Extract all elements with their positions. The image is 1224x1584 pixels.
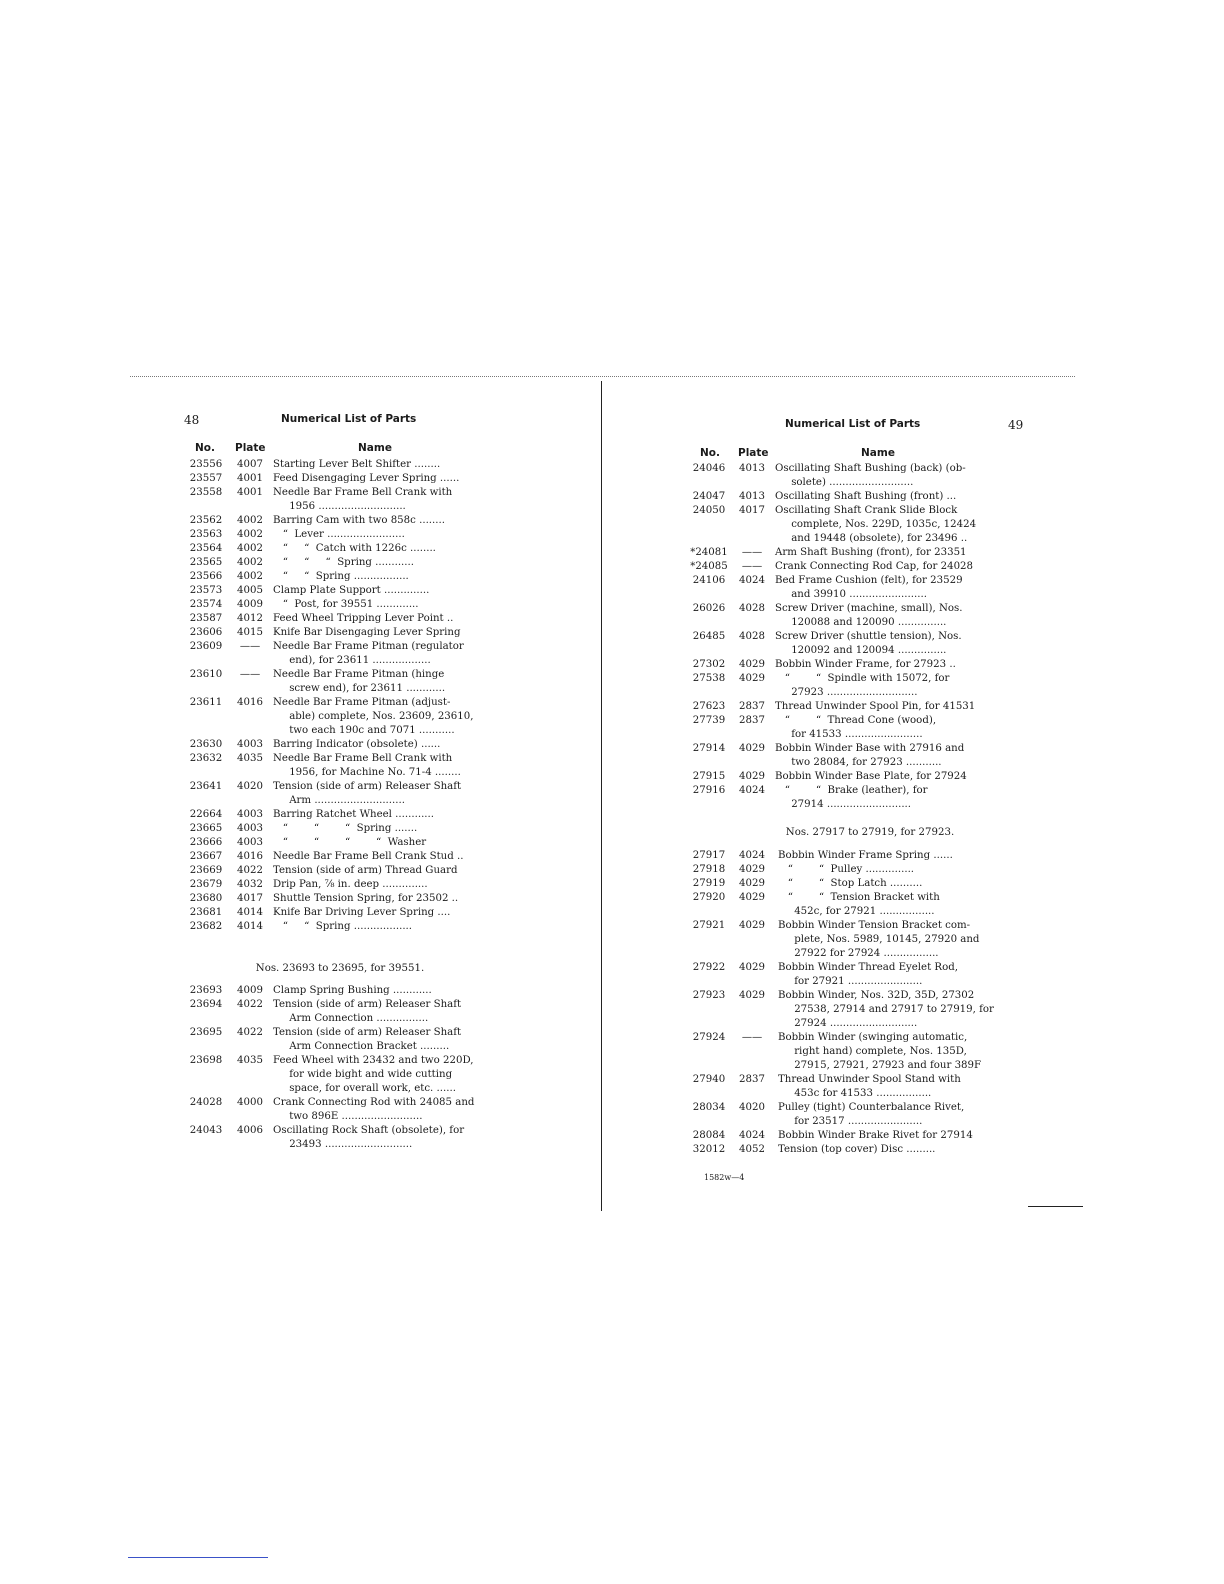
part-name: and 19448 (obsolete), for 23496 ..: [775, 533, 968, 544]
plate-number: 4029: [739, 990, 765, 1001]
part-number: 27917: [692, 850, 726, 861]
part-name: solete) ..........................: [775, 477, 914, 488]
part-name: 27922 for 27924 .................: [778, 948, 939, 959]
plate-number: 4009: [237, 599, 263, 610]
part-number: 27922: [692, 962, 726, 973]
part-number: 23694: [189, 999, 223, 1010]
part-name: Tension (side of arm) Releaser Shaft: [273, 999, 462, 1010]
part-name: “ “ Spindle with 15072, for: [775, 673, 950, 684]
part-number: 23682: [189, 921, 223, 932]
part-number: 23558: [189, 487, 223, 498]
part-name: Screw Driver (shuttle tension), Nos.: [775, 631, 962, 642]
part-name: Feed Wheel Tripping Lever Point ..: [273, 613, 454, 624]
plate-number: 4000: [237, 1097, 263, 1108]
part-name: Bobbin Winder Base with 27916 and: [775, 743, 965, 754]
part-name: “ Post, for 39551 .............: [273, 599, 419, 610]
plate-number: 4013: [739, 491, 765, 502]
part-name: Arm ............................: [273, 795, 405, 806]
plate-number: 4003: [237, 837, 263, 848]
part-name: 27538, 27914 and 27917 to 27919, for: [778, 1004, 994, 1015]
part-name: two 896E .........................: [273, 1111, 423, 1122]
part-name: “ Lever ........................: [273, 529, 405, 540]
part-name: “ “ Stop Latch ..........: [778, 878, 923, 889]
part-number: 23610: [189, 669, 223, 680]
plate-number: 4003: [237, 809, 263, 820]
part-name: Tension (side of arm) Thread Guard: [273, 865, 458, 876]
part-number: 32012: [692, 1144, 726, 1155]
part-number: 23679: [189, 879, 223, 890]
plate-number: ——: [741, 1032, 763, 1043]
part-number: 28084: [692, 1130, 726, 1141]
plate-number: 4029: [739, 892, 765, 903]
part-number: 26485: [692, 631, 726, 642]
part-name: Thread Unwinder Spool Stand with: [778, 1074, 961, 1085]
part-number: 23632: [189, 753, 223, 764]
part-number: 23611: [189, 697, 223, 708]
part-name: and 39910 ........................: [775, 589, 927, 600]
plate-number: 4035: [237, 1055, 263, 1066]
plate-number: 4032: [237, 879, 263, 890]
plate-number: 4006: [237, 1125, 263, 1136]
part-name: 1956 ...........................: [273, 501, 406, 512]
plate-number: 4003: [237, 739, 263, 750]
part-number: 27919: [692, 878, 726, 889]
part-number: 23557: [189, 473, 223, 484]
part-name: able) complete, Nos. 23609, 23610,: [273, 711, 474, 722]
part-number: 27739: [692, 715, 726, 726]
part-name: Clamp Spring Bushing ............: [273, 985, 432, 996]
part-number: 23666: [189, 837, 223, 848]
part-number: 23565: [189, 557, 223, 568]
part-number: 27924: [692, 1032, 726, 1043]
part-name: Screw Driver (machine, small), Nos.: [775, 603, 963, 614]
plate-number: 4029: [739, 864, 765, 875]
part-name: Pulley (tight) Counterbalance Rivet,: [778, 1102, 965, 1113]
plate-number: 4029: [739, 771, 765, 782]
part-number: 27923: [692, 990, 726, 1001]
plate-number: 4012: [237, 613, 263, 624]
part-number: 27915: [692, 771, 726, 782]
part-number: 23669: [189, 865, 223, 876]
plate-number: 4002: [237, 515, 263, 526]
part-name: “ “ “ Spring .......: [273, 823, 418, 834]
plate-number: 4035: [237, 753, 263, 764]
plate-number: 4013: [739, 463, 765, 474]
plate-number: 4005: [237, 585, 263, 596]
part-name: Bobbin Winder, Nos. 32D, 35D, 27302: [778, 990, 975, 1001]
part-name: Bobbin Winder (swinging automatic,: [778, 1032, 968, 1043]
part-name: Needle Bar Frame Bell Crank with: [273, 487, 453, 498]
part-name: Knife Bar Disengaging Lever Spring: [273, 627, 461, 638]
part-number: 24046: [692, 463, 726, 474]
part-name: for wide bight and wide cutting: [273, 1069, 453, 1080]
part-number: 24043: [189, 1125, 223, 1136]
part-name: Bobbin Winder Brake Rivet for 27914: [778, 1130, 973, 1141]
part-number: 23556: [189, 459, 223, 470]
plate-number: 4029: [739, 920, 765, 931]
plate-number: 4002: [237, 571, 263, 582]
part-name: 27923 ............................: [775, 687, 918, 698]
page-title: Numerical List of Parts: [281, 413, 417, 425]
plate-number: 4016: [237, 697, 263, 708]
part-name: Oscillating Shaft Bushing (back) (ob-: [775, 463, 966, 474]
part-name: “ “ Thread Cone (wood),: [775, 715, 937, 726]
part-name: Barring Indicator (obsolete) ......: [273, 739, 441, 750]
plate-number: 4028: [739, 631, 765, 642]
plate-number: 4001: [237, 473, 263, 484]
part-number: 27538: [692, 673, 726, 684]
header-plate: Plate: [738, 447, 769, 459]
page-title: Numerical List of Parts: [785, 418, 921, 430]
plate-number: 4022: [237, 865, 263, 876]
part-number: 23574: [189, 599, 223, 610]
part-number: 23609: [189, 641, 223, 652]
part-name: Arm Connection Bracket .........: [273, 1041, 450, 1052]
part-name: two each 190c and 7071 ...........: [273, 725, 455, 736]
part-number: 22664: [189, 809, 223, 820]
part-name: Knife Bar Driving Lever Spring ....: [273, 907, 451, 918]
part-number: 24050: [692, 505, 726, 516]
plate-number: 4009: [237, 985, 263, 996]
part-name: Bobbin Winder Thread Eyelet Rod,: [778, 962, 958, 973]
part-name: Oscillating Shaft Crank Slide Block: [775, 505, 958, 516]
plate-number: 4029: [739, 962, 765, 973]
part-name: Bobbin Winder Frame, for 27923 ..: [775, 659, 956, 670]
part-name: “ “ Tension Bracket with: [778, 892, 940, 903]
plate-number: 4020: [739, 1102, 765, 1113]
part-name: 27915, 27921, 27923 and four 389F: [778, 1060, 982, 1071]
part-number: 28034: [692, 1102, 726, 1113]
part-number: 23563: [189, 529, 223, 540]
plate-number: 4024: [739, 850, 765, 861]
part-name: plete, Nos. 5989, 10145, 27920 and: [778, 934, 980, 945]
part-number: 24106: [692, 575, 726, 586]
part-number: 23680: [189, 893, 223, 904]
part-name: end), for 23611 ..................: [273, 655, 431, 666]
part-name: Starting Lever Belt Shifter ........: [273, 459, 441, 470]
part-name: “ “ Brake (leather), for: [775, 785, 928, 796]
part-number: 23665: [189, 823, 223, 834]
part-name: 23493 ...........................: [273, 1139, 413, 1150]
part-name: Drip Pan, ⅞ in. deep ..............: [273, 879, 428, 890]
part-name: 27924 ...........................: [778, 1018, 918, 1029]
part-name: Tension (side of arm) Releaser Shaft: [273, 1027, 462, 1038]
part-name: Bobbin Winder Base Plate, for 27924: [775, 771, 967, 782]
part-name: “ “ Catch with 1226c ........: [273, 543, 436, 554]
part-name: Bobbin Winder Tension Bracket com-: [778, 920, 971, 931]
part-name: for 41533 ........................: [775, 729, 923, 740]
part-number: 23606: [189, 627, 223, 638]
part-name: Feed Disengaging Lever Spring ......: [273, 473, 460, 484]
part-number: 27623: [692, 701, 726, 712]
header-name: Name: [358, 442, 392, 454]
part-name: Feed Wheel with 23432 and two 220D,: [273, 1055, 474, 1066]
plate-number: 4014: [237, 907, 263, 918]
part-name: 1956, for Machine No. 71-4 ........: [273, 767, 461, 778]
plate-number: 4029: [739, 743, 765, 754]
part-number: 27916: [692, 785, 726, 796]
part-number: 23693: [189, 985, 223, 996]
plate-number: ——: [239, 641, 261, 652]
part-number: 24028: [189, 1097, 223, 1108]
plate-number: 4002: [237, 557, 263, 568]
part-name: Tension (top cover) Disc .........: [778, 1144, 936, 1155]
plate-number: 4022: [237, 1027, 263, 1038]
part-name: Tension (side of arm) Releaser Shaft: [273, 781, 462, 792]
part-number: 26026: [692, 603, 726, 614]
part-name: “ “ “ “ Washer: [273, 837, 427, 848]
plate-number: 4001: [237, 487, 263, 498]
plate-number: 2837: [739, 715, 765, 726]
part-name: Shuttle Tension Spring, for 23502 ..: [273, 893, 459, 904]
plate-number: 4024: [739, 785, 765, 796]
part-name: Oscillating Rock Shaft (obsolete), for: [273, 1125, 465, 1136]
part-name: for 27921 .......................: [778, 976, 923, 987]
part-name: “ “ “ Spring ............: [273, 557, 415, 568]
plate-number: 4022: [237, 999, 263, 1010]
part-name: right hand) complete, Nos. 135D,: [778, 1046, 967, 1057]
part-number: *24081: [690, 547, 728, 558]
plate-number: 2837: [739, 701, 765, 712]
part-number: 23587: [189, 613, 223, 624]
plate-number: 2837: [739, 1074, 765, 1085]
part-number: 27921: [692, 920, 726, 931]
part-number: 23681: [189, 907, 223, 918]
plate-number: 4029: [739, 659, 765, 670]
part-number: *24085: [690, 561, 728, 572]
part-number: 23641: [189, 781, 223, 792]
plate-number: ——: [239, 669, 261, 680]
plate-number: 4017: [739, 505, 765, 516]
part-name: for 23517 .......................: [778, 1116, 923, 1127]
header-no: No.: [195, 442, 215, 454]
part-name: Barring Cam with two 858c ........: [273, 515, 445, 526]
page-number: 48: [184, 413, 200, 427]
plate-number: 4007: [237, 459, 263, 470]
plate-number: 4017: [237, 893, 263, 904]
plate-number: 4024: [739, 575, 765, 586]
plate-number: ——: [741, 547, 763, 558]
part-name: “ “ Spring .................: [273, 571, 409, 582]
plate-number: 4002: [237, 543, 263, 554]
plate-number: 4028: [739, 603, 765, 614]
part-name: Barring Ratchet Wheel ............: [273, 809, 435, 820]
part-name: Clamp Plate Support ..............: [273, 585, 430, 596]
part-name: “ “ Pulley ...............: [778, 864, 915, 875]
section-subheading: Nos. 23693 to 23695, for 39551.: [255, 963, 425, 974]
part-number: 23564: [189, 543, 223, 554]
part-name: space, for overall work, etc. ......: [273, 1083, 456, 1094]
part-number: 24047: [692, 491, 726, 502]
part-name: Arm Connection ................: [273, 1013, 429, 1024]
plate-number: 4002: [237, 529, 263, 540]
part-name: Thread Unwinder Spool Pin, for 41531: [775, 701, 976, 712]
plate-number: 4003: [237, 823, 263, 834]
part-number: 27302: [692, 659, 726, 670]
plate-number: 4029: [739, 878, 765, 889]
part-name: 453c for 41533 .................: [778, 1088, 932, 1099]
plate-number: 4020: [237, 781, 263, 792]
part-name: 452c, for 27921 .................: [778, 906, 935, 917]
part-number: 23695: [189, 1027, 223, 1038]
part-name: Bobbin Winder Frame Spring ......: [778, 850, 953, 861]
plate-number: 4024: [739, 1130, 765, 1141]
plate-number: 4016: [237, 851, 263, 862]
page-number: 49: [1008, 418, 1024, 432]
part-number: 27920: [692, 892, 726, 903]
part-name: Needle Bar Frame Bell Crank Stud ..: [273, 851, 464, 862]
part-number: 23667: [189, 851, 223, 862]
part-number: 23698: [189, 1055, 223, 1066]
section-subheading: Nos. 27917 to 27919, for 27923.: [785, 827, 955, 838]
header-plate: Plate: [235, 442, 266, 454]
part-name: Bed Frame Cushion (felt), for 23529: [775, 575, 963, 586]
part-name: “ “ Spring ..................: [273, 921, 413, 932]
part-name: Needle Bar Frame Bell Crank with: [273, 753, 453, 764]
part-number: 27914: [692, 743, 726, 754]
part-number: 23562: [189, 515, 223, 526]
part-name: Crank Connecting Rod with 24085 and: [273, 1097, 475, 1108]
part-number: 23630: [189, 739, 223, 750]
part-name: 120092 and 120094 ...............: [775, 645, 947, 656]
plate-number: 4029: [739, 673, 765, 684]
part-number: 23566: [189, 571, 223, 582]
part-number: 27918: [692, 864, 726, 875]
header-no: No.: [700, 447, 720, 459]
part-name: two 28084, for 27923 ...........: [775, 757, 942, 768]
plate-number: ——: [741, 561, 763, 572]
part-number: 27940: [692, 1074, 726, 1085]
part-name: Crank Connecting Rod Cap, for 24028: [775, 561, 974, 572]
header-name: Name: [861, 447, 895, 459]
plate-number: 4014: [237, 921, 263, 932]
part-name: 27914 ..........................: [775, 799, 912, 810]
part-name: complete, Nos. 229D, 1035c, 12424: [775, 519, 977, 530]
plate-number: 4015: [237, 627, 263, 638]
part-number: 23573: [189, 585, 223, 596]
page-footer: 1582w—4: [704, 1173, 745, 1182]
part-name: Needle Bar Frame Pitman (regulator: [273, 641, 464, 652]
part-name: screw end), for 23611 ............: [273, 683, 446, 694]
plate-number: 4052: [739, 1144, 765, 1155]
part-name: 120088 and 120090 ...............: [775, 617, 947, 628]
part-name: Oscillating Shaft Bushing (front) ...: [775, 491, 957, 502]
part-name: Needle Bar Frame Pitman (hinge: [273, 669, 445, 680]
part-name: Arm Shaft Bushing (front), for 23351: [775, 547, 967, 558]
part-name: Needle Bar Frame Pitman (adjust-: [273, 697, 451, 708]
